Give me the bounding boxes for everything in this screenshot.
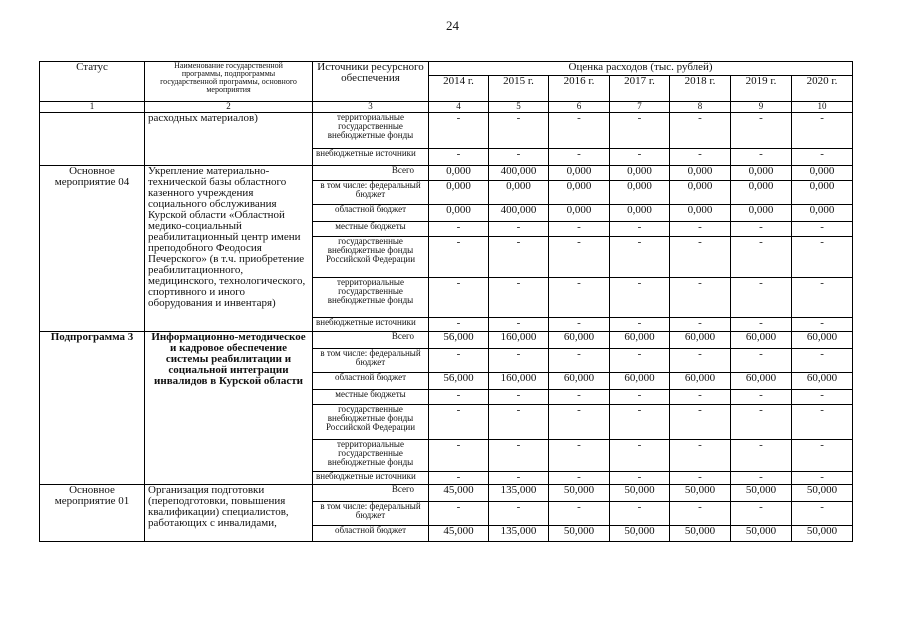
- funding-source-cell: [313, 318, 429, 332]
- funding-source-line: государственные: [338, 286, 403, 296]
- funding-source-line: Всего: [391, 331, 414, 341]
- value-cell: -: [731, 149, 792, 166]
- funding-source-cell: [313, 349, 429, 373]
- funding-source-line: Всего: [391, 165, 414, 175]
- header-year: 2017 г.: [610, 76, 670, 102]
- value-cell: 50,000: [792, 526, 853, 542]
- value-cell: -: [670, 349, 731, 373]
- funding-source-line: территориальные: [337, 112, 404, 122]
- value-cell: 50,000: [610, 526, 670, 542]
- value-cell: 0,000: [429, 205, 489, 222]
- funding-source-line: внебюджетные источники: [316, 148, 416, 158]
- value-cell: -: [610, 440, 670, 472]
- header-name-line: Наименование государственной: [174, 61, 283, 70]
- value-cell: 50,000: [610, 485, 670, 502]
- funding-source-line: местные бюджеты: [335, 221, 406, 231]
- value-cell: -: [610, 278, 670, 318]
- funding-source-cell: [313, 113, 429, 149]
- table-row: [40, 332, 853, 349]
- value-cell: 135,000: [489, 485, 549, 502]
- value-cell: 0,000: [549, 205, 610, 222]
- value-cell: 0,000: [610, 181, 670, 205]
- funding-source-line: внебюджетные фонды: [327, 413, 414, 423]
- value-cell: -: [792, 149, 853, 166]
- value-cell: -: [610, 237, 670, 278]
- value-cell: -: [670, 472, 731, 485]
- status-cell: [40, 113, 145, 166]
- value-cell: 50,000: [792, 485, 853, 502]
- measure-name-cell: [145, 113, 313, 166]
- funding-source-cell: [313, 332, 429, 349]
- value-cell: 56,000: [429, 373, 489, 390]
- value-cell: -: [792, 502, 853, 526]
- value-cell: -: [731, 440, 792, 472]
- value-cell: 50,000: [670, 485, 731, 502]
- value-cell: -: [670, 237, 731, 278]
- value-cell: 160,000: [489, 332, 549, 349]
- funding-source-cell: [313, 390, 429, 405]
- measure-name-line: Организация подготовки: [148, 484, 265, 496]
- value-cell: -: [792, 278, 853, 318]
- status-line: Основное: [69, 484, 115, 496]
- value-cell: 0,000: [429, 166, 489, 181]
- header-year: 2015 г.: [489, 76, 549, 102]
- funding-source-line: областной бюджет: [334, 525, 407, 535]
- value-cell: 0,000: [792, 166, 853, 181]
- value-cell: -: [610, 472, 670, 485]
- value-cell: 0,000: [792, 181, 853, 205]
- value-cell: -: [429, 149, 489, 166]
- header-name-line: мероприятия: [206, 85, 251, 94]
- value-cell: -: [489, 349, 549, 373]
- value-cell: -: [549, 222, 610, 237]
- measure-name-line: оборудования и инвентаря): [148, 297, 276, 309]
- header-name: [145, 62, 313, 102]
- measure-name-line: инвалидов в Курской области: [154, 375, 303, 387]
- funding-source-line: государственные: [338, 121, 403, 131]
- funding-source-cell: [313, 526, 429, 542]
- funding-source-line: внебюджетные источники: [316, 471, 416, 481]
- value-cell: -: [429, 222, 489, 237]
- value-cell: -: [731, 237, 792, 278]
- funding-source-cell: [313, 373, 429, 390]
- measure-name-line: расходных материалов): [148, 112, 258, 124]
- value-cell: -: [670, 113, 731, 149]
- column-number: 8: [670, 102, 731, 113]
- table-row: [40, 485, 853, 502]
- funding-source-cell: [313, 440, 429, 472]
- funding-source-cell: [313, 181, 429, 205]
- measure-name-line: (переподготовки, повышения: [148, 495, 286, 507]
- value-cell: -: [549, 472, 610, 485]
- value-cell: -: [549, 113, 610, 149]
- measure-name-line: и кадровое обеспечение: [169, 342, 287, 354]
- value-cell: 60,000: [610, 373, 670, 390]
- column-number: 5: [489, 102, 549, 113]
- value-cell: 45,000: [429, 526, 489, 542]
- value-cell: -: [429, 349, 489, 373]
- value-cell: -: [549, 405, 610, 440]
- value-cell: -: [792, 113, 853, 149]
- value-cell: 50,000: [731, 485, 792, 502]
- funding-source-line: областной бюджет: [334, 204, 407, 214]
- value-cell: -: [731, 113, 792, 149]
- status-line: мероприятие 01: [54, 495, 130, 507]
- value-cell: -: [792, 472, 853, 485]
- funding-source-line: государственные: [338, 236, 403, 246]
- value-cell: -: [610, 222, 670, 237]
- value-cell: 0,000: [670, 181, 731, 205]
- funding-source-line: в том числе: федеральный: [320, 180, 421, 190]
- value-cell: -: [549, 149, 610, 166]
- funding-source-cell: [313, 166, 429, 181]
- value-cell: -: [489, 502, 549, 526]
- funding-source-cell: [313, 237, 429, 278]
- value-cell: -: [792, 390, 853, 405]
- funding-source-cell: [313, 472, 429, 485]
- value-cell: -: [610, 390, 670, 405]
- value-cell: 60,000: [792, 332, 853, 349]
- value-cell: -: [549, 237, 610, 278]
- value-cell: -: [792, 405, 853, 440]
- value-cell: 50,000: [670, 526, 731, 542]
- header-name-line: программы, подпрограммы: [181, 69, 276, 78]
- value-cell: 0,000: [610, 166, 670, 181]
- value-cell: -: [792, 440, 853, 472]
- value-cell: -: [670, 149, 731, 166]
- value-cell: -: [429, 472, 489, 485]
- funding-source-line: внебюджетные фонды: [327, 245, 414, 255]
- status-line: Основное: [69, 165, 115, 177]
- value-cell: -: [489, 472, 549, 485]
- value-cell: -: [429, 278, 489, 318]
- column-number: 10: [792, 102, 853, 113]
- funding-source-line: внебюджетные источники: [316, 317, 416, 327]
- funding-source-line: бюджет: [355, 510, 386, 520]
- value-cell: -: [670, 502, 731, 526]
- value-cell: -: [670, 278, 731, 318]
- value-cell: 0,000: [429, 181, 489, 205]
- value-cell: -: [489, 237, 549, 278]
- measure-name-cell: [145, 332, 313, 485]
- value-cell: -: [610, 318, 670, 332]
- value-cell: 50,000: [549, 526, 610, 542]
- value-cell: -: [489, 222, 549, 237]
- value-cell: -: [489, 113, 549, 149]
- value-cell: -: [731, 472, 792, 485]
- table-body: [40, 113, 853, 542]
- status-line: Подпрограмма 3: [50, 331, 134, 343]
- header-year: 2016 г.: [549, 76, 610, 102]
- value-cell: -: [429, 502, 489, 526]
- value-cell: -: [429, 405, 489, 440]
- value-cell: 160,000: [489, 373, 549, 390]
- value-cell: -: [610, 113, 670, 149]
- column-number-row: [40, 102, 853, 113]
- value-cell: 0,000: [549, 166, 610, 181]
- value-cell: -: [670, 405, 731, 440]
- measure-name-line: преподобного Феодосия: [148, 242, 262, 254]
- value-cell: -: [489, 318, 549, 332]
- funding-source-line: внебюджетные фонды: [327, 457, 414, 467]
- funding-source-cell: [313, 502, 429, 526]
- value-cell: 0,000: [670, 205, 731, 222]
- value-cell: -: [489, 149, 549, 166]
- funding-source-cell: [313, 205, 429, 222]
- measure-name-line: казенного учреждения: [148, 187, 254, 199]
- value-cell: -: [549, 318, 610, 332]
- funding-source-line: территориальные: [337, 277, 404, 287]
- value-cell: -: [429, 318, 489, 332]
- value-cell: 0,000: [731, 181, 792, 205]
- measure-name-line: Укрепление материально-: [148, 165, 270, 177]
- table-row: [40, 166, 853, 181]
- value-cell: 45,000: [429, 485, 489, 502]
- funding-source-cell: [313, 485, 429, 502]
- header-status: Статус: [40, 62, 145, 102]
- measure-name-line: спортивного и иного: [148, 286, 246, 298]
- value-cell: -: [489, 440, 549, 472]
- value-cell: -: [549, 502, 610, 526]
- value-cell: 0,000: [489, 181, 549, 205]
- budget-table: [39, 61, 853, 542]
- value-cell: -: [731, 349, 792, 373]
- value-cell: -: [429, 113, 489, 149]
- funding-source-line: территориальные: [337, 439, 404, 449]
- measure-name-line: медико-социальный: [148, 220, 242, 232]
- value-cell: 135,000: [489, 526, 549, 542]
- funding-source-line: государственные: [338, 404, 403, 414]
- value-cell: -: [489, 405, 549, 440]
- table-row: [40, 113, 853, 149]
- funding-source-cell: [313, 278, 429, 318]
- value-cell: 60,000: [549, 373, 610, 390]
- value-cell: -: [610, 149, 670, 166]
- value-cell: -: [731, 222, 792, 237]
- status-line: мероприятие 04: [54, 176, 130, 188]
- funding-source-line: внебюджетные фонды: [327, 295, 414, 305]
- header-sources-line: обеспечения: [341, 72, 400, 84]
- measure-name-line: социального обслуживания: [148, 198, 277, 210]
- measure-name-line: технической базы областного: [148, 176, 287, 188]
- page-number: 24: [446, 18, 459, 33]
- value-cell: 0,000: [731, 166, 792, 181]
- funding-source-line: внебюджетные фонды: [327, 130, 414, 140]
- header-sources: [313, 62, 429, 102]
- value-cell: -: [549, 440, 610, 472]
- header-costs: Оценка расходов (тыс. рублей): [429, 62, 853, 76]
- value-cell: -: [610, 349, 670, 373]
- value-cell: -: [549, 349, 610, 373]
- funding-source-line: областной бюджет: [334, 372, 407, 382]
- header-year: 2019 г.: [731, 76, 792, 102]
- header-year: 2018 г.: [670, 76, 731, 102]
- value-cell: 0,000: [670, 166, 731, 181]
- measure-name-line: квалификации) специалистов,: [148, 506, 289, 518]
- header-year: 2020 г.: [792, 76, 853, 102]
- value-cell: -: [489, 390, 549, 405]
- value-cell: -: [610, 405, 670, 440]
- measure-name-line: медицинского, технологического,: [148, 275, 306, 287]
- value-cell: -: [792, 237, 853, 278]
- funding-source-line: государственные: [338, 448, 403, 458]
- value-cell: -: [610, 502, 670, 526]
- value-cell: 0,000: [549, 181, 610, 205]
- value-cell: -: [792, 222, 853, 237]
- value-cell: 60,000: [731, 373, 792, 390]
- value-cell: -: [670, 440, 731, 472]
- value-cell: 60,000: [670, 332, 731, 349]
- value-cell: -: [731, 405, 792, 440]
- header-year: 2014 г.: [429, 76, 489, 102]
- value-cell: 60,000: [610, 332, 670, 349]
- funding-source-line: в том числе: федеральный: [320, 348, 421, 358]
- value-cell: 0,000: [792, 205, 853, 222]
- column-number: 6: [549, 102, 610, 113]
- value-cell: -: [670, 222, 731, 237]
- value-cell: -: [731, 502, 792, 526]
- value-cell: 60,000: [670, 373, 731, 390]
- status-cell: [40, 166, 145, 332]
- value-cell: -: [429, 440, 489, 472]
- value-cell: -: [549, 278, 610, 318]
- funding-source-line: бюджет: [355, 357, 386, 367]
- header-name-line: государственной программы, основного: [160, 77, 297, 86]
- value-cell: 60,000: [549, 332, 610, 349]
- measure-name-cell: [145, 166, 313, 332]
- measure-name-cell: [145, 485, 313, 542]
- value-cell: -: [489, 278, 549, 318]
- status-cell: [40, 332, 145, 485]
- column-number: 3: [313, 102, 429, 113]
- measure-name-line: работающих с инвалидами,: [148, 517, 277, 529]
- value-cell: 50,000: [549, 485, 610, 502]
- column-number: 9: [731, 102, 792, 113]
- value-cell: 60,000: [792, 373, 853, 390]
- funding-source-cell: [313, 222, 429, 237]
- value-cell: 400,000: [489, 205, 549, 222]
- measure-name-line: Курской области «Областной: [148, 209, 285, 221]
- column-number: 1: [40, 102, 145, 113]
- value-cell: -: [429, 237, 489, 278]
- value-cell: 400,000: [489, 166, 549, 181]
- measure-name-line: системы реабилитации и: [165, 353, 292, 365]
- column-number: 4: [429, 102, 489, 113]
- measure-name-line: реабилитационного,: [148, 264, 244, 276]
- funding-source-cell: [313, 149, 429, 166]
- column-number: 2: [145, 102, 313, 113]
- value-cell: -: [429, 390, 489, 405]
- value-cell: 60,000: [731, 332, 792, 349]
- value-cell: 56,000: [429, 332, 489, 349]
- funding-source-line: местные бюджеты: [335, 389, 406, 399]
- funding-source-line: в том числе: федеральный: [320, 501, 421, 511]
- measure-name-line: реабилитационный центр имени: [148, 231, 301, 243]
- column-number: 7: [610, 102, 670, 113]
- value-cell: 0,000: [610, 205, 670, 222]
- value-cell: -: [731, 318, 792, 332]
- status-cell: [40, 485, 145, 542]
- measure-name-line: Информационно-методическое: [151, 331, 306, 343]
- value-cell: -: [670, 318, 731, 332]
- value-cell: -: [792, 349, 853, 373]
- funding-source-line: Российской Федерации: [325, 254, 416, 264]
- measure-name-line: социальной интеграции: [168, 364, 289, 376]
- value-cell: -: [549, 390, 610, 405]
- funding-source-line: бюджет: [355, 189, 386, 199]
- funding-source-line: Всего: [391, 484, 414, 494]
- value-cell: 0,000: [731, 205, 792, 222]
- value-cell: 50,000: [731, 526, 792, 542]
- funding-source-cell: [313, 405, 429, 440]
- header-sources-line: Источники ресурсного: [317, 61, 424, 73]
- measure-name-line: Печерского» (в т.ч. приобретение: [148, 253, 305, 265]
- value-cell: -: [731, 278, 792, 318]
- value-cell: -: [670, 390, 731, 405]
- value-cell: -: [792, 318, 853, 332]
- value-cell: -: [731, 390, 792, 405]
- funding-source-line: Российской Федерации: [325, 422, 416, 432]
